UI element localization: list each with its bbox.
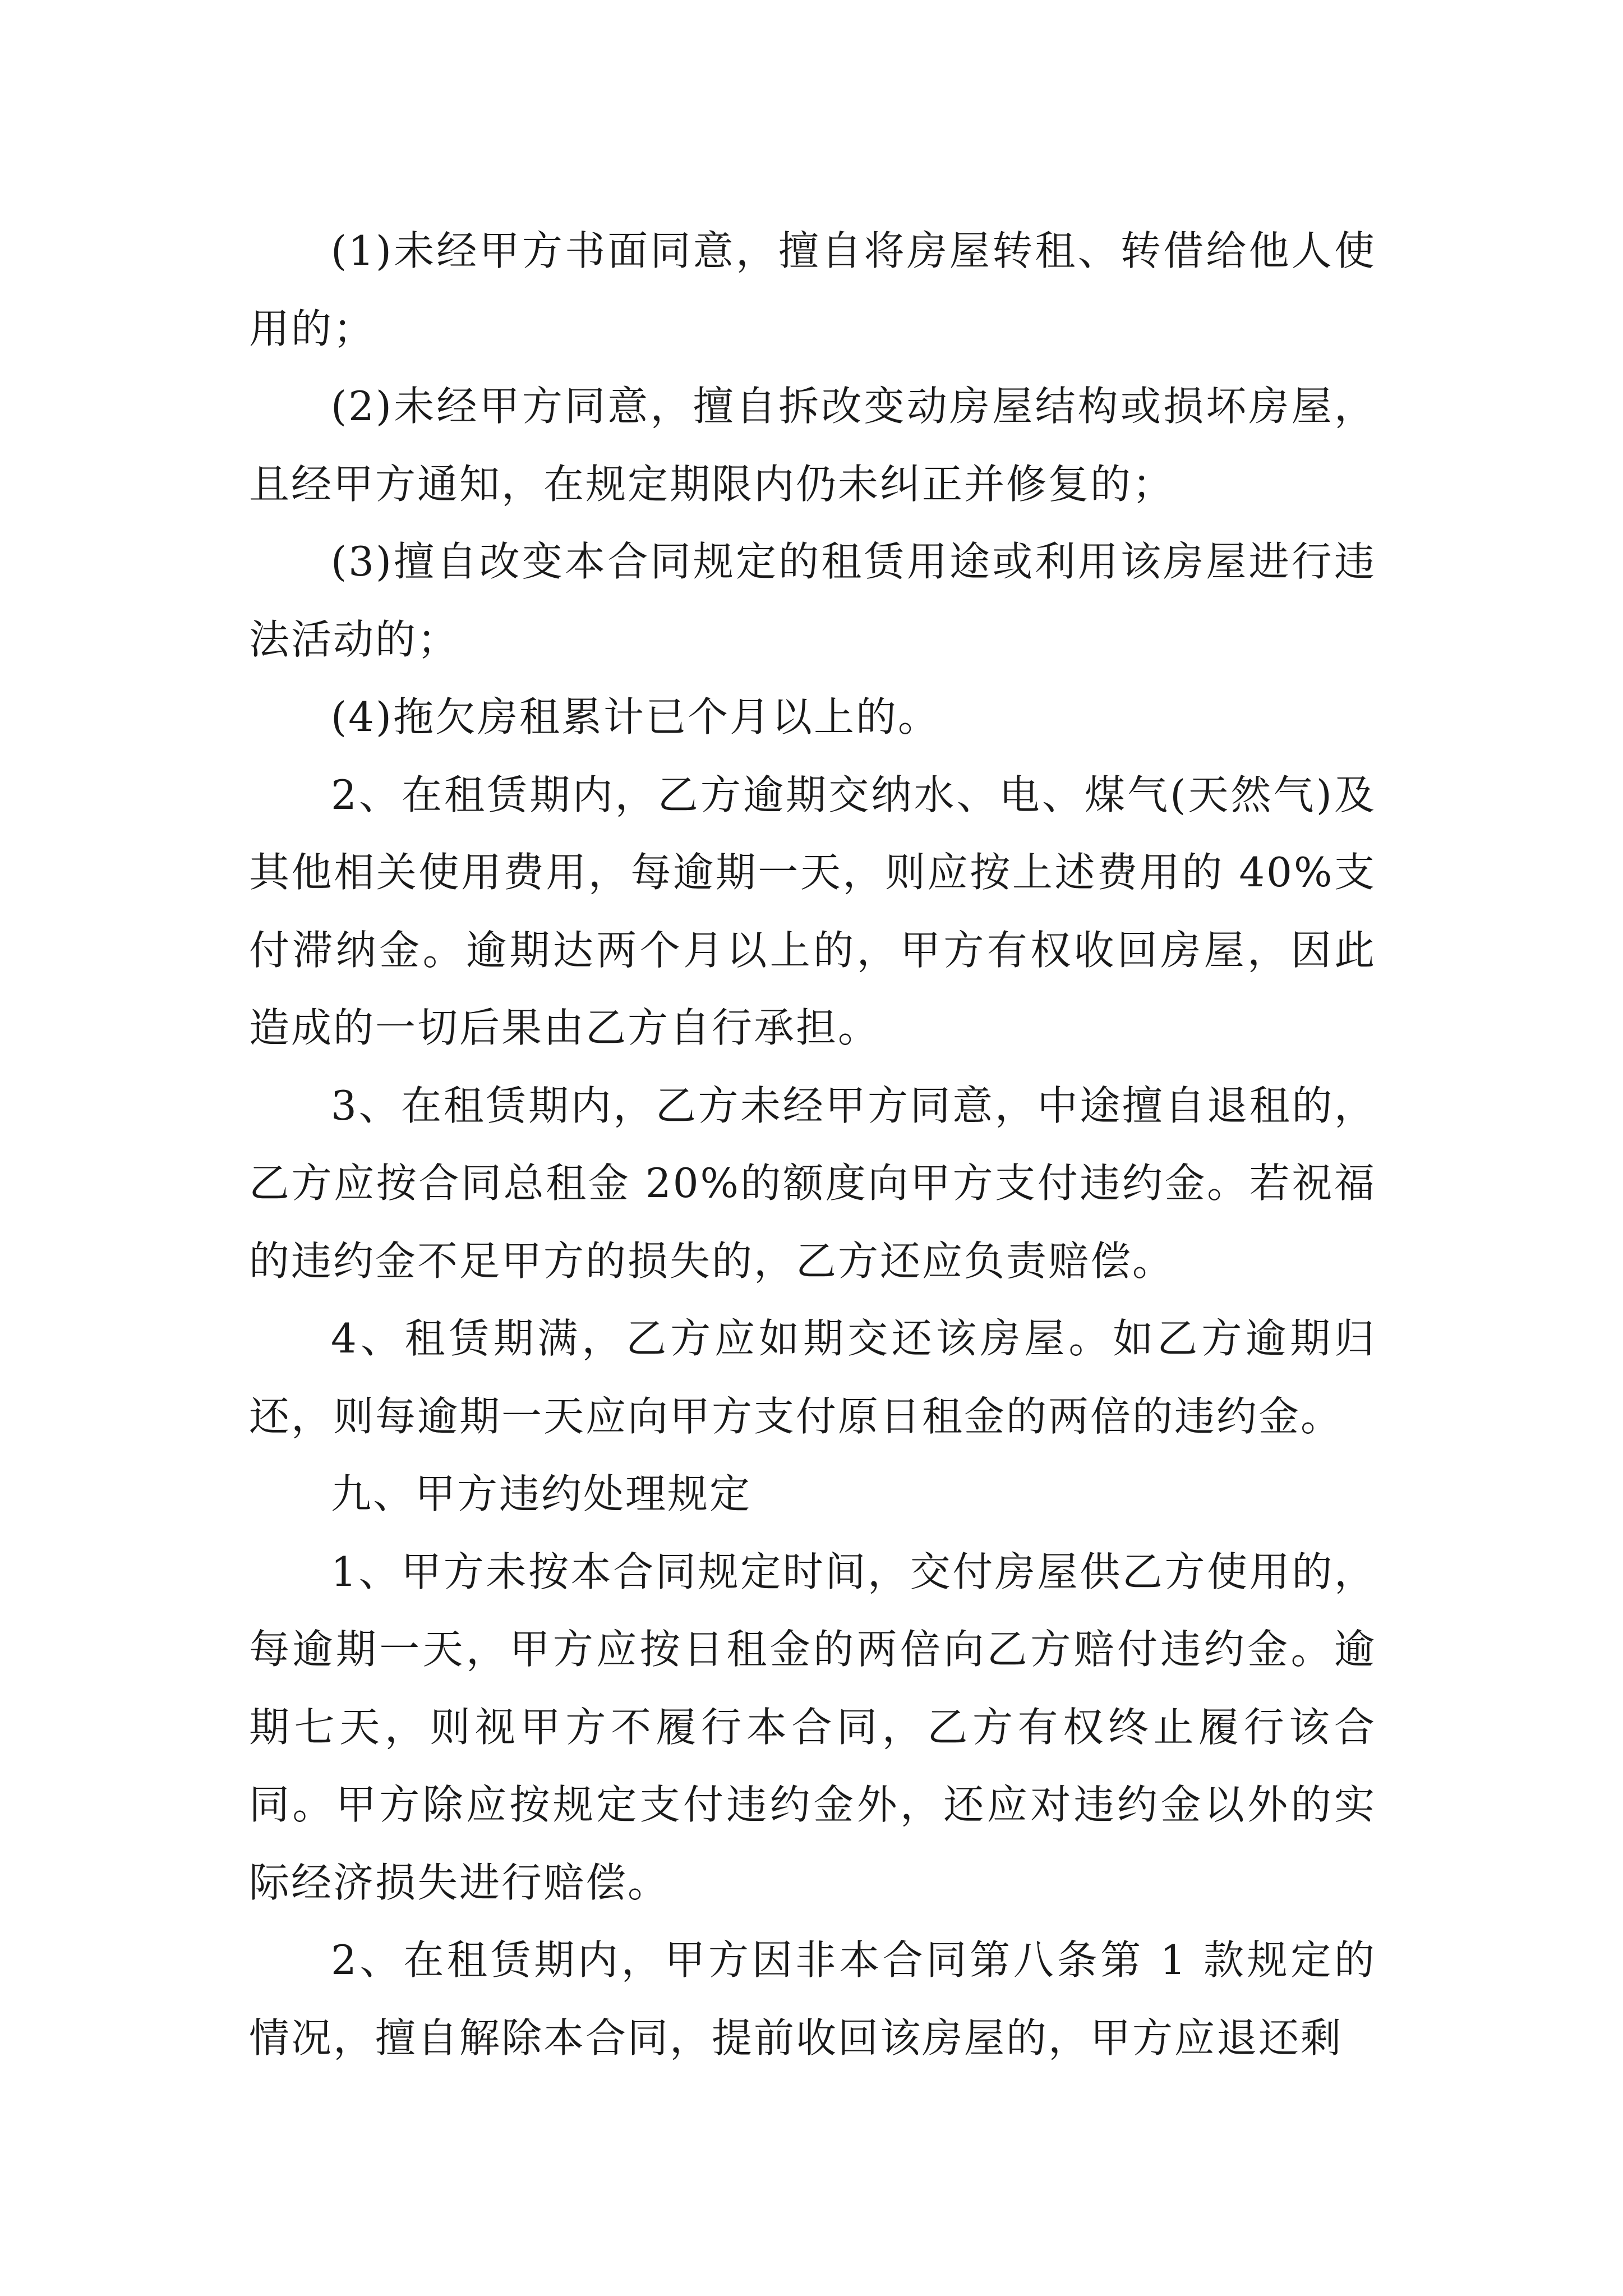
clause-1-item-3: (3)擅自改变本合同规定的租赁用途或利用该房屋进行违法活动的； — [249, 538, 1376, 663]
clause-2-late-utility-fees: 2、在租赁期内，乙方逾期交纳水、电、煤气(天然气)及其他相关使用费用，每逾期一天，则应按上述费用的 40%支付滞纳金。逾期达两个月以上的，甲方有权收回房屋，因此造成的一切后果由乙方自行承担。 — [249, 771, 1376, 1051]
clause-1-item-4: (4)拖欠房租累计已个月以上的。 — [331, 693, 940, 740]
document-body — [249, 212, 1376, 2077]
clause-3-early-termination: 3、在租赁期内，乙方未经甲方同意，中途擅自退租的，乙方应按合同总租金 20%的额度向甲方支付违约金。若祝福的违约金不足甲方的损失的，乙方还应负责赔偿。 — [249, 1082, 1376, 1285]
party-a-clause-2-unilateral-termination: 2、在租赁期内，甲方因非本合同第八条第 1 款规定的情况，擅自解除本合同，提前收回该房屋的，甲方应退还剩 — [249, 1936, 1376, 2062]
clause-4-lease-expiry: 4、租赁期满，乙方应如期交还该房屋。如乙方逾期归还，则每逾期一天应向甲方支付原日租金的两倍的违约金。 — [249, 1315, 1376, 1440]
clause-1-item-2: (2)未经甲方同意，擅自拆改变动房屋结构或损坏房屋，且经甲方通知，在规定期限内仍未纠正并修复的； — [249, 383, 1376, 508]
section-heading-party-a-breach: 九、甲方违约处理规定 — [331, 1470, 752, 1517]
clause-1-item-1: (1)未经甲方书面同意，擅自将房屋转租、转借给他人使用的； — [249, 227, 1376, 352]
party-a-clause-1-late-delivery: 1、甲方未按本合同规定时间，交付房屋供乙方使用的，每逾期一天，甲方应按日租金的两倍向乙方赔付违约金。逾期七天，则视甲方不履行本合同，乙方有权终止履行该合同。甲方除应按规定支付违约金外，还应对违约金以外的实际经济损失进行赔偿。 — [249, 1548, 1376, 1906]
